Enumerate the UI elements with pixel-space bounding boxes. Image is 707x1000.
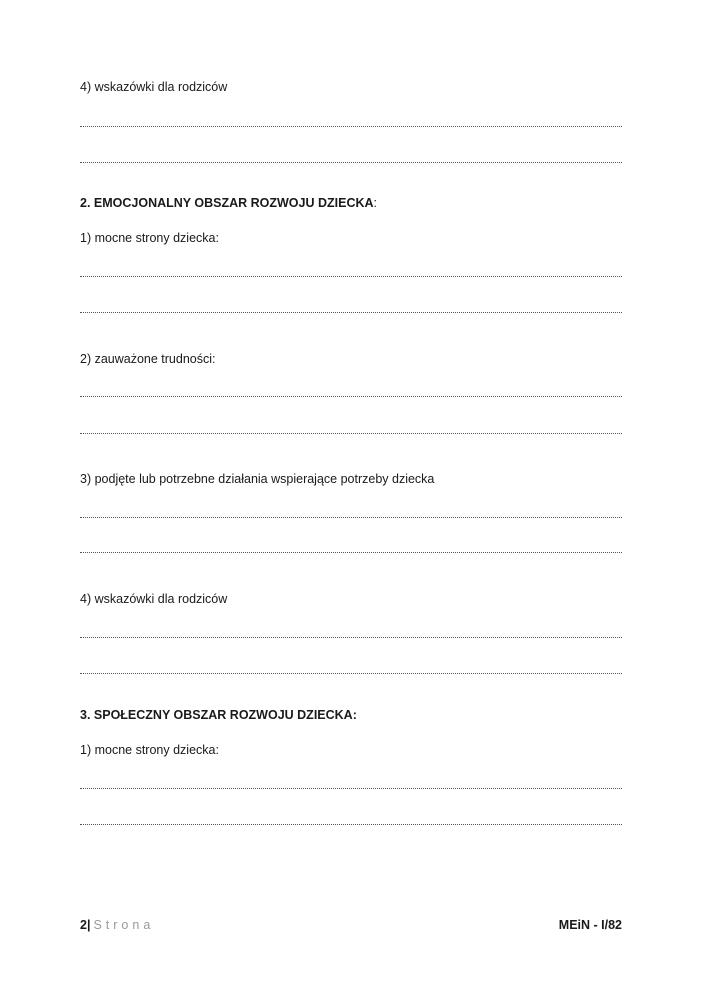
footer-separator: | — [86, 918, 91, 932]
subsection-label: 1) mocne strony dziecka: — [80, 231, 219, 245]
fill-in-dotted-line[interactable] — [80, 396, 622, 397]
section-heading-text: 2. EMOCJONALNY OBSZAR ROZWOJU DZIECKA — [80, 196, 374, 210]
fill-in-dotted-line[interactable] — [80, 517, 622, 518]
fill-in-dotted-line[interactable] — [80, 162, 622, 163]
fill-in-dotted-line[interactable] — [80, 788, 622, 789]
section-heading — [80, 707, 357, 723]
fill-in-dotted-line[interactable] — [80, 673, 622, 674]
fill-in-dotted-line[interactable] — [80, 126, 622, 127]
subsection-label: 2) zauważone trudności: — [80, 352, 216, 366]
subsection-label: 4) wskazówki dla rodziców — [80, 80, 228, 94]
fill-in-dotted-line[interactable] — [80, 312, 622, 313]
document-code: MEiN - I/82 — [558, 918, 622, 932]
subsection-label: 1) mocne strony dziecka: — [80, 743, 219, 757]
subsection-label: 3) podjęte lub potrzebne działania wspierające potrzeby dziecka — [80, 472, 435, 486]
page-number: 2 — [80, 918, 87, 932]
section-heading — [80, 195, 377, 211]
page-word: Strona — [93, 918, 155, 932]
fill-in-dotted-line[interactable] — [80, 824, 622, 825]
fill-in-dotted-line[interactable] — [80, 637, 622, 638]
fill-in-dotted-line[interactable] — [80, 552, 622, 553]
fill-in-dotted-line[interactable] — [80, 276, 622, 277]
page-footer-number — [80, 918, 154, 932]
section-heading-text: 3. SPOŁECZNY OBSZAR ROZWOJU DZIECKA: — [80, 708, 357, 722]
heading-colon: : — [373, 196, 378, 210]
subsection-label: 4) wskazówki dla rodziców — [80, 592, 228, 606]
fill-in-dotted-line[interactable] — [80, 433, 622, 434]
